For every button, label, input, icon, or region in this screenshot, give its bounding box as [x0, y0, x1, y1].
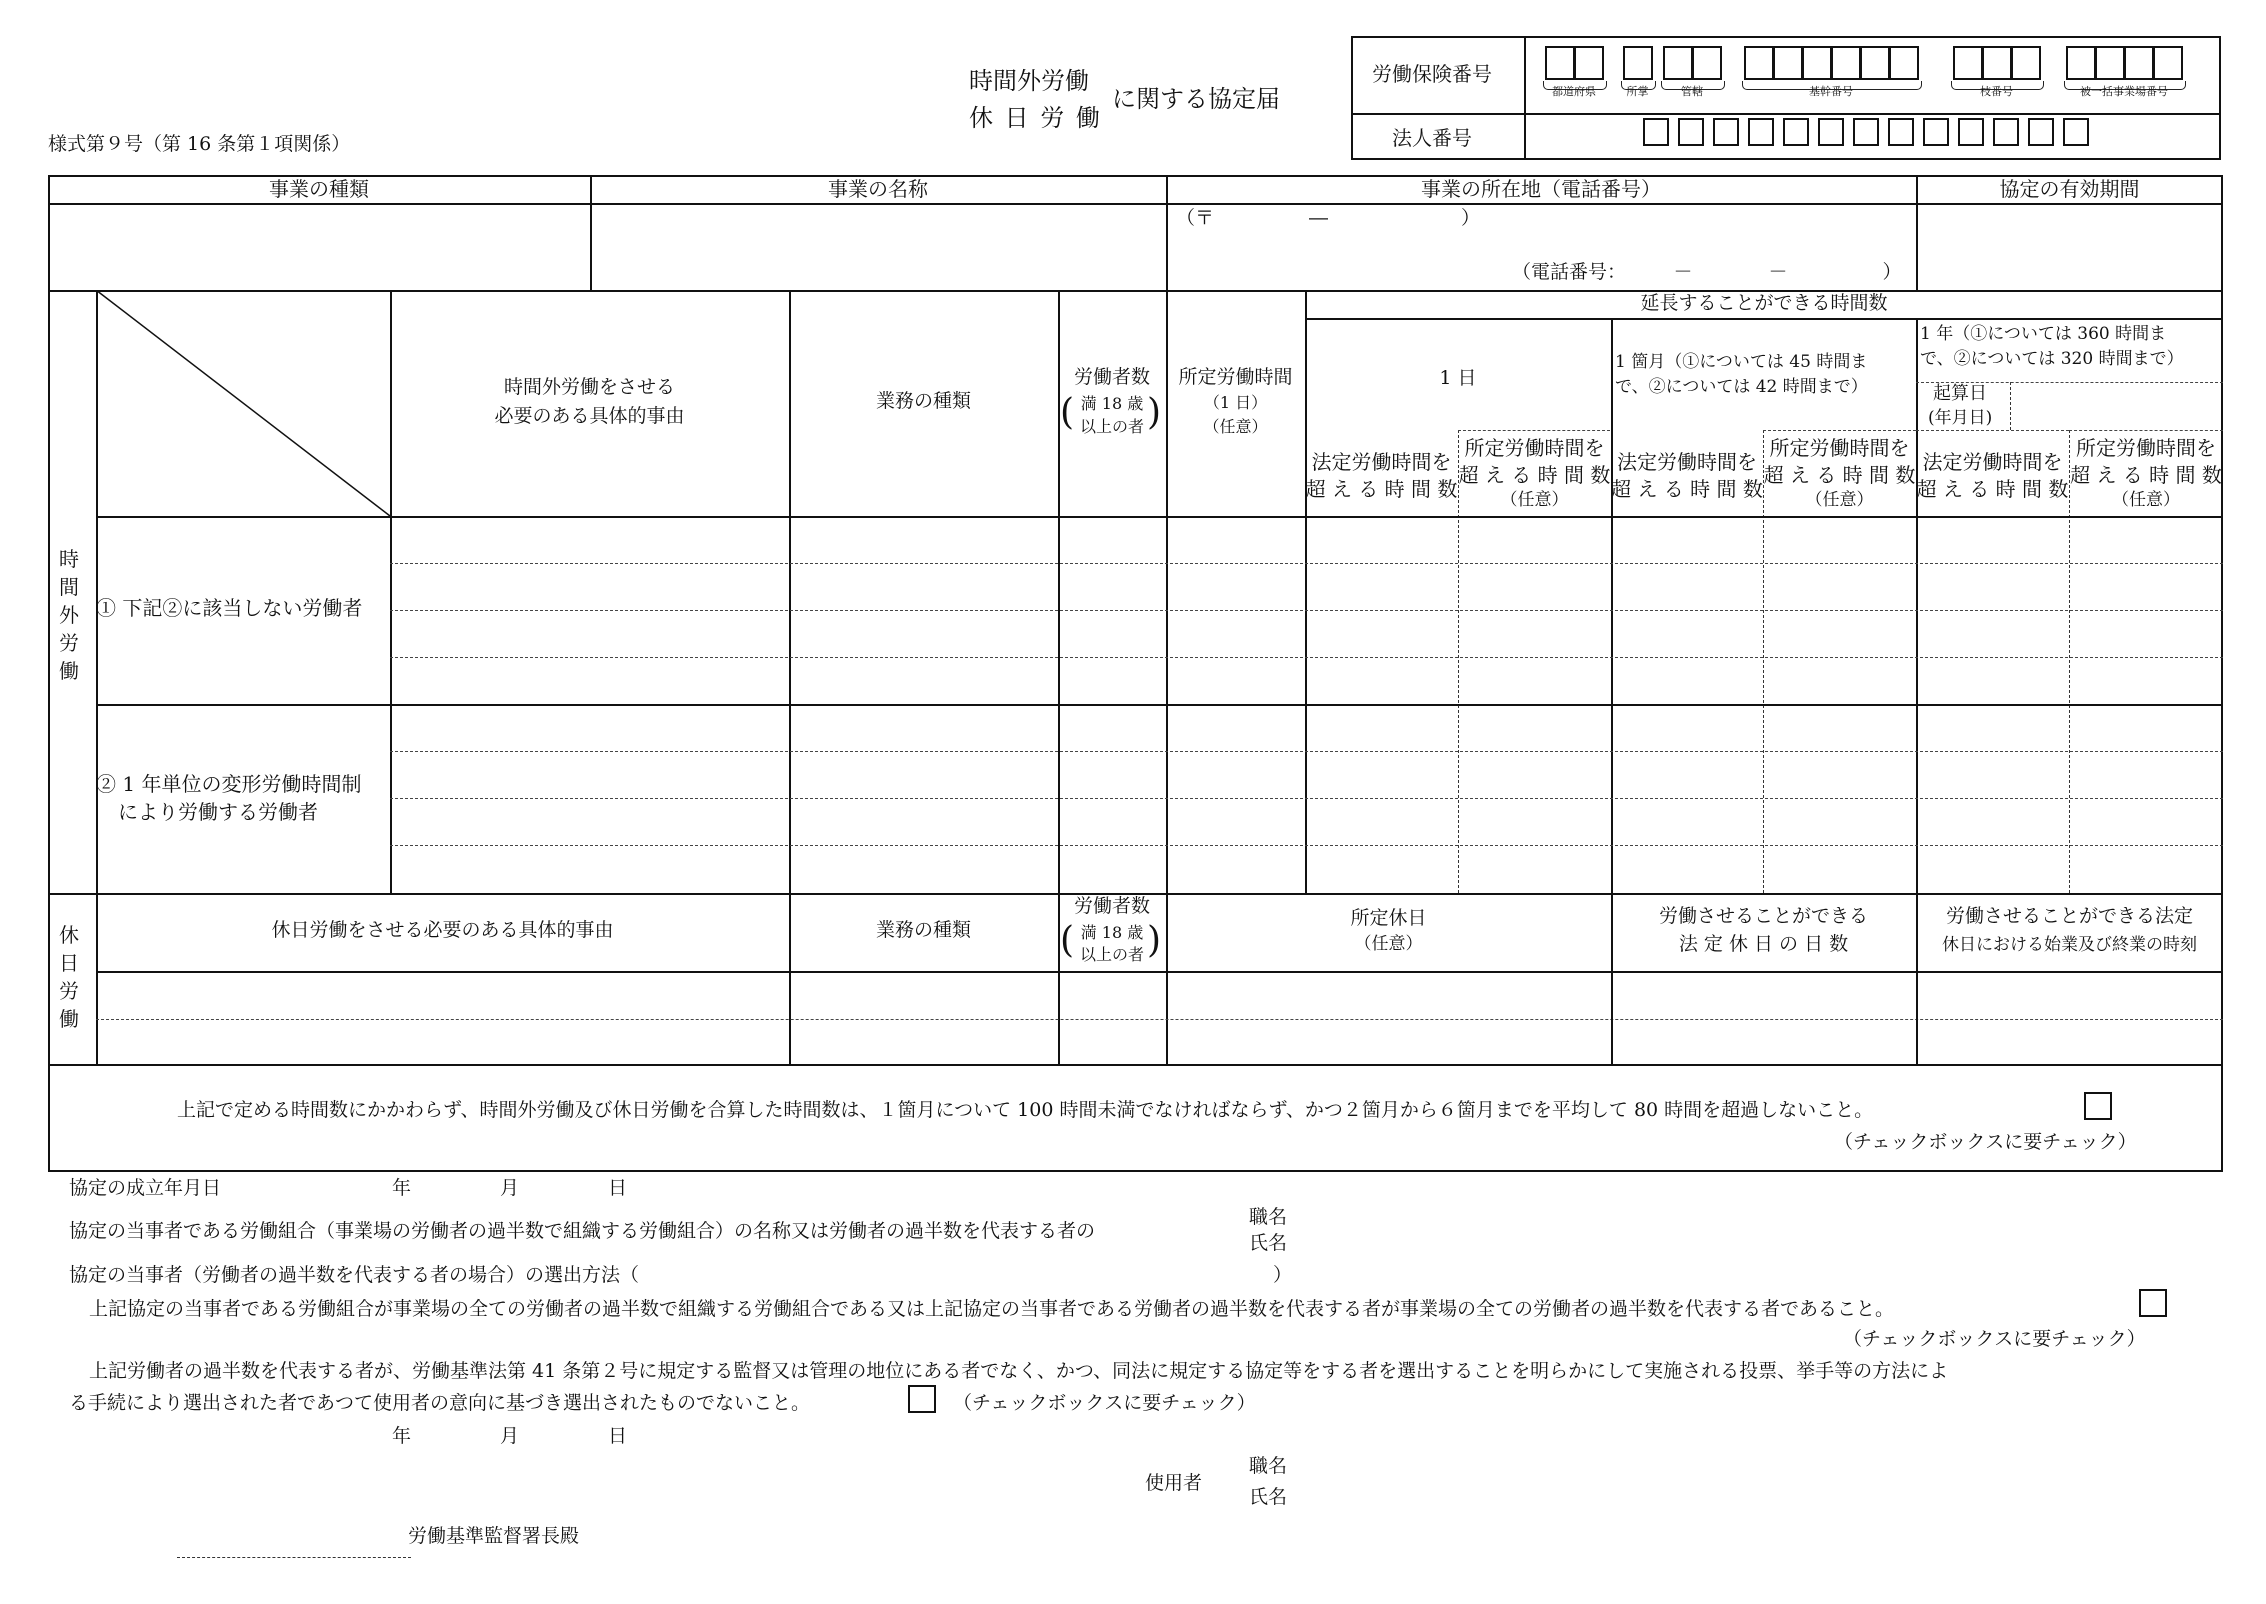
statement-1-checkbox[interactable] — [2139, 1289, 2167, 1317]
ot-day-header: 1 日 — [1439, 367, 1477, 389]
established-date-label: 協定の成立年月日 — [69, 1177, 222, 1199]
ot-reason-header-1: 時間外労働をさせる — [503, 376, 675, 398]
row-divider — [390, 563, 2223, 564]
holiday-workers-paren-left: ( — [1060, 920, 1075, 961]
legal-exceed-header: 法定労働時間を — [1311, 450, 1452, 474]
insurance-digit-cell[interactable] — [1692, 46, 1722, 80]
labor-insurance-label: 労働保険番号 — [1372, 62, 1492, 86]
business-name-header: 事業の名称 — [828, 177, 928, 201]
ot-reason-header-2: 必要のある具体的事由 — [494, 405, 685, 427]
business-type-header: 事業の種類 — [269, 177, 369, 201]
corporate-digit-cell[interactable] — [1923, 118, 1949, 146]
corporate-digit-cell[interactable] — [1958, 118, 1984, 146]
established-year: 年 — [392, 1177, 412, 1199]
title-overtime: 時間外労働 — [969, 67, 1089, 95]
corporate-digit-cell[interactable] — [1678, 118, 1704, 146]
insurance-digit-cell[interactable] — [1802, 46, 1832, 80]
insurance-digit-cell[interactable] — [1860, 46, 1890, 80]
legal-exceed-header-2: 超 え る 時 間 数 — [1916, 477, 2069, 501]
party-job-title-label: 職名 — [1249, 1206, 1288, 1228]
corporate-digit-cell[interactable] — [2028, 118, 2054, 146]
holiday-side-label: 休日労働 — [59, 923, 79, 1031]
ot-workers-header: 労働者数 — [1073, 366, 1150, 388]
segment-label: 基幹番号 — [1809, 85, 1853, 98]
statement-2-line-1: 上記労働者の過半数を代表する者が、労働基準法第 41 条第２号に規定する監督又は管理の地位にある者でなく、かつ、同法に規定する協定等をする者を選出することを明らかにして実施される投票、挙手等の方法によ — [89, 1360, 1949, 1382]
submit-month: 月 — [500, 1425, 520, 1447]
employer-label: 使用者 — [1145, 1472, 1203, 1494]
established-day: 日 — [608, 1177, 628, 1199]
segment-label: 枝番号 — [1980, 85, 2013, 98]
insurance-digit-cell[interactable] — [1663, 46, 1693, 80]
statement-1: 上記協定の当事者である労働組合が事業場の全ての労働者の過半数で組織する労働組合である又は上記協定の当事者である労働者の過半数を代表する者が事業場の全ての労働者の過半数を代表する者であること。 — [89, 1298, 1895, 1320]
corporate-digit-cell[interactable] — [1748, 118, 1774, 146]
employer-name-label: 氏名 — [1249, 1486, 1288, 1508]
ot-workers-paren-left: ( — [1060, 392, 1075, 433]
statement-2-line-2: る手続により選出された者であつて使用者の意向に基づき選出されたものでないこと。 — [69, 1392, 811, 1414]
insurance-digit-cell[interactable] — [2153, 46, 2183, 80]
sched-exceed-header: 所定労働時間を — [1769, 436, 1910, 460]
title-holiday: 休 日 労 働 — [969, 104, 1102, 132]
corporate-digit-cell[interactable] — [1993, 118, 2019, 146]
ot-work-type-header: 業務の種類 — [875, 390, 971, 412]
ot-row1-label: ① 下記②に該当しない労働者 — [96, 596, 363, 620]
employer-job-title-label: 職名 — [1249, 1455, 1288, 1477]
holiday-scheduled-1: 所定休日 — [1350, 907, 1427, 929]
insurance-digit-cell[interactable] — [2095, 46, 2125, 80]
insurance-digit-cell[interactable] — [2124, 46, 2154, 80]
optional-label: （任意） — [1500, 490, 1569, 510]
segment-label: 都道府県 — [1552, 85, 1596, 98]
legal-exceed-header-2: 超 え る 時 間 数 — [1611, 477, 1763, 501]
corporate-digit-cell[interactable] — [1643, 118, 1669, 146]
legal-exceed-header: 法定労働時間を — [1922, 450, 2063, 474]
holiday-workers-sub-2: 以上の者 — [1079, 945, 1144, 964]
row-divider — [390, 610, 2223, 611]
insurance-digit-cell[interactable] — [1744, 46, 1774, 80]
title-suffix: に関する協定届 — [1112, 85, 1280, 113]
holiday-legal-days-1: 労働させることができる — [1658, 905, 1868, 927]
ot-year-header-1: 1 年（①については 360 時間ま — [1920, 324, 2167, 344]
ot-workers-paren-right: ) — [1147, 392, 1162, 433]
corporate-digit-cell[interactable] — [2063, 118, 2089, 146]
row-divider — [390, 657, 2223, 658]
statement-1-check-note: （チェックボックスに要チェック） — [1843, 1328, 2146, 1350]
selection-method-label: 協定の当事者（労働者の過半数を代表する者の場合）の選出方法（ — [69, 1264, 640, 1286]
segment-label: 被一括事業場番号 — [2080, 85, 2168, 98]
ot-row2-label-1: ② 1 年単位の変形労働時間制 — [96, 772, 362, 796]
row-divider — [390, 751, 2223, 752]
ot-year-header-2: で、②については 320 時間まで） — [1920, 349, 2184, 369]
corporate-digit-cell[interactable] — [1818, 118, 1844, 146]
holiday-workers-sub-1: 満 18 歳 — [1080, 923, 1144, 942]
phone-field[interactable]: （電話番号： － － ） — [1512, 261, 1902, 283]
holiday-time-2: 休日における始業及び終業の時刻 — [1942, 935, 2197, 955]
corporate-digit-cell[interactable] — [1713, 118, 1739, 146]
sched-exceed-header: 所定労働時間を — [2076, 436, 2216, 460]
insurance-digit-cell[interactable] — [1889, 46, 1919, 80]
insurance-digit-cell[interactable] — [1773, 46, 1803, 80]
holiday-reason-header: 休日労働をさせる必要のある具体的事由 — [271, 919, 614, 941]
legal-exceed-header-2: 超 え る 時 間 数 — [1305, 477, 1458, 501]
holiday-legal-days-2: 法 定 休 日 の 日 数 — [1678, 933, 1849, 955]
corporate-digit-cell[interactable] — [1853, 118, 1879, 146]
agreement-period-header: 協定の有効期間 — [1999, 177, 2140, 201]
ot-workers-sub-1: 満 18 歳 — [1080, 394, 1144, 413]
segment-label: 管轄 — [1681, 85, 1703, 98]
ot-kisan-label: 起算日 — [1933, 383, 1987, 404]
notice-checkbox[interactable] — [2084, 1092, 2112, 1120]
sched-exceed-header: 所定労働時間を — [1464, 436, 1605, 460]
row-divider — [390, 845, 2223, 846]
overtime-side-label: 時間外労働 — [59, 547, 79, 683]
form-number: 様式第９号（第 16 条第１項関係） — [48, 133, 351, 155]
labor-office-label: 労働基準監督署長殿 — [408, 1525, 580, 1547]
corporate-digit-cell[interactable] — [1783, 118, 1809, 146]
segment-label: 所掌 — [1626, 85, 1649, 98]
holiday-workers-header: 労働者数 — [1073, 895, 1150, 917]
insurance-digit-cell[interactable] — [1545, 46, 1575, 80]
notice-text: 上記で定める時間数にかかわらず、時間外労働及び休日労働を合算した時間数は、１箇月について 100 時間未満でなければならず、かつ２箇月から６箇月までを平均して 80 時間を超過しないこと。 — [177, 1099, 1874, 1121]
insurance-digit-cell[interactable] — [2011, 46, 2041, 80]
insurance-digit-cell[interactable] — [1831, 46, 1861, 80]
row-divider — [390, 798, 2223, 799]
insurance-digit-cell[interactable] — [2066, 46, 2096, 80]
corporate-number-label: 法人番号 — [1392, 126, 1472, 150]
holiday-workers-paren-right: ) — [1147, 920, 1162, 961]
postal-code-field[interactable]: （〒 ― ） — [1176, 207, 1481, 229]
ot-month-header-1: 1 箇月（①については 45 時間ま — [1615, 352, 1868, 372]
holiday-time-1: 労働させることができる法定 — [1945, 905, 2193, 927]
sched-exceed-header-2: 超 え る 時 間 数 — [2070, 463, 2222, 487]
submit-year: 年 — [392, 1425, 412, 1447]
statement-2-check-note: （チェックボックスに要チェック） — [953, 1392, 1256, 1414]
labor-office-underline[interactable] — [177, 1557, 411, 1558]
insurance-digit-cell[interactable] — [1623, 46, 1653, 80]
notice-check-note: （チェックボックスに要チェック） — [1834, 1131, 2137, 1153]
optional-label: （任意） — [2112, 490, 2180, 510]
established-month: 月 — [500, 1177, 520, 1199]
insurance-digit-cell[interactable] — [1574, 46, 1604, 80]
statement-2-checkbox[interactable] — [908, 1385, 936, 1413]
ot-workers-sub-2: 以上の者 — [1079, 417, 1144, 436]
optional-label: （任意） — [1805, 490, 1874, 510]
ot-kisan-sub: (年月日) — [1928, 408, 1993, 428]
holiday-scheduled-2: （任意） — [1354, 934, 1423, 954]
sched-exceed-header-2: 超 え る 時 間 数 — [1458, 463, 1611, 487]
insurance-digit-cell[interactable] — [1982, 46, 2012, 80]
insurance-digit-cell[interactable] — [1953, 46, 1983, 80]
ot-extendable-header: 延長することができる時間数 — [1640, 292, 1888, 314]
ot-scheduled-hours-3: （任意） — [1203, 417, 1268, 436]
ot-month-header-2: で、②については 42 時間まで） — [1615, 377, 1868, 397]
legal-exceed-header: 法定労働時間を — [1617, 450, 1757, 474]
diagonal-slash — [96, 290, 390, 516]
sched-exceed-header-2: 超 え る 時 間 数 — [1763, 463, 1916, 487]
selection-method-close: ） — [1273, 1264, 1293, 1286]
business-location-header: 事業の所在地（電話番号） — [1421, 177, 1661, 201]
submit-day: 日 — [608, 1425, 628, 1447]
ot-scheduled-hours-2: （1 日） — [1203, 393, 1268, 412]
corporate-digit-cell[interactable] — [1888, 118, 1914, 146]
ot-row2-label-2: により労働する労働者 — [118, 800, 318, 824]
party-name-label: 氏名 — [1249, 1232, 1288, 1254]
party-union-label: 協定の当事者である労働組合（事業場の労働者の過半数で組織する労働組合）の名称又は労働者の過半数を代表する者の — [69, 1220, 1096, 1242]
ot-scheduled-hours-1: 所定労働時間 — [1178, 366, 1293, 388]
holiday-work-type-header: 業務の種類 — [875, 919, 971, 941]
